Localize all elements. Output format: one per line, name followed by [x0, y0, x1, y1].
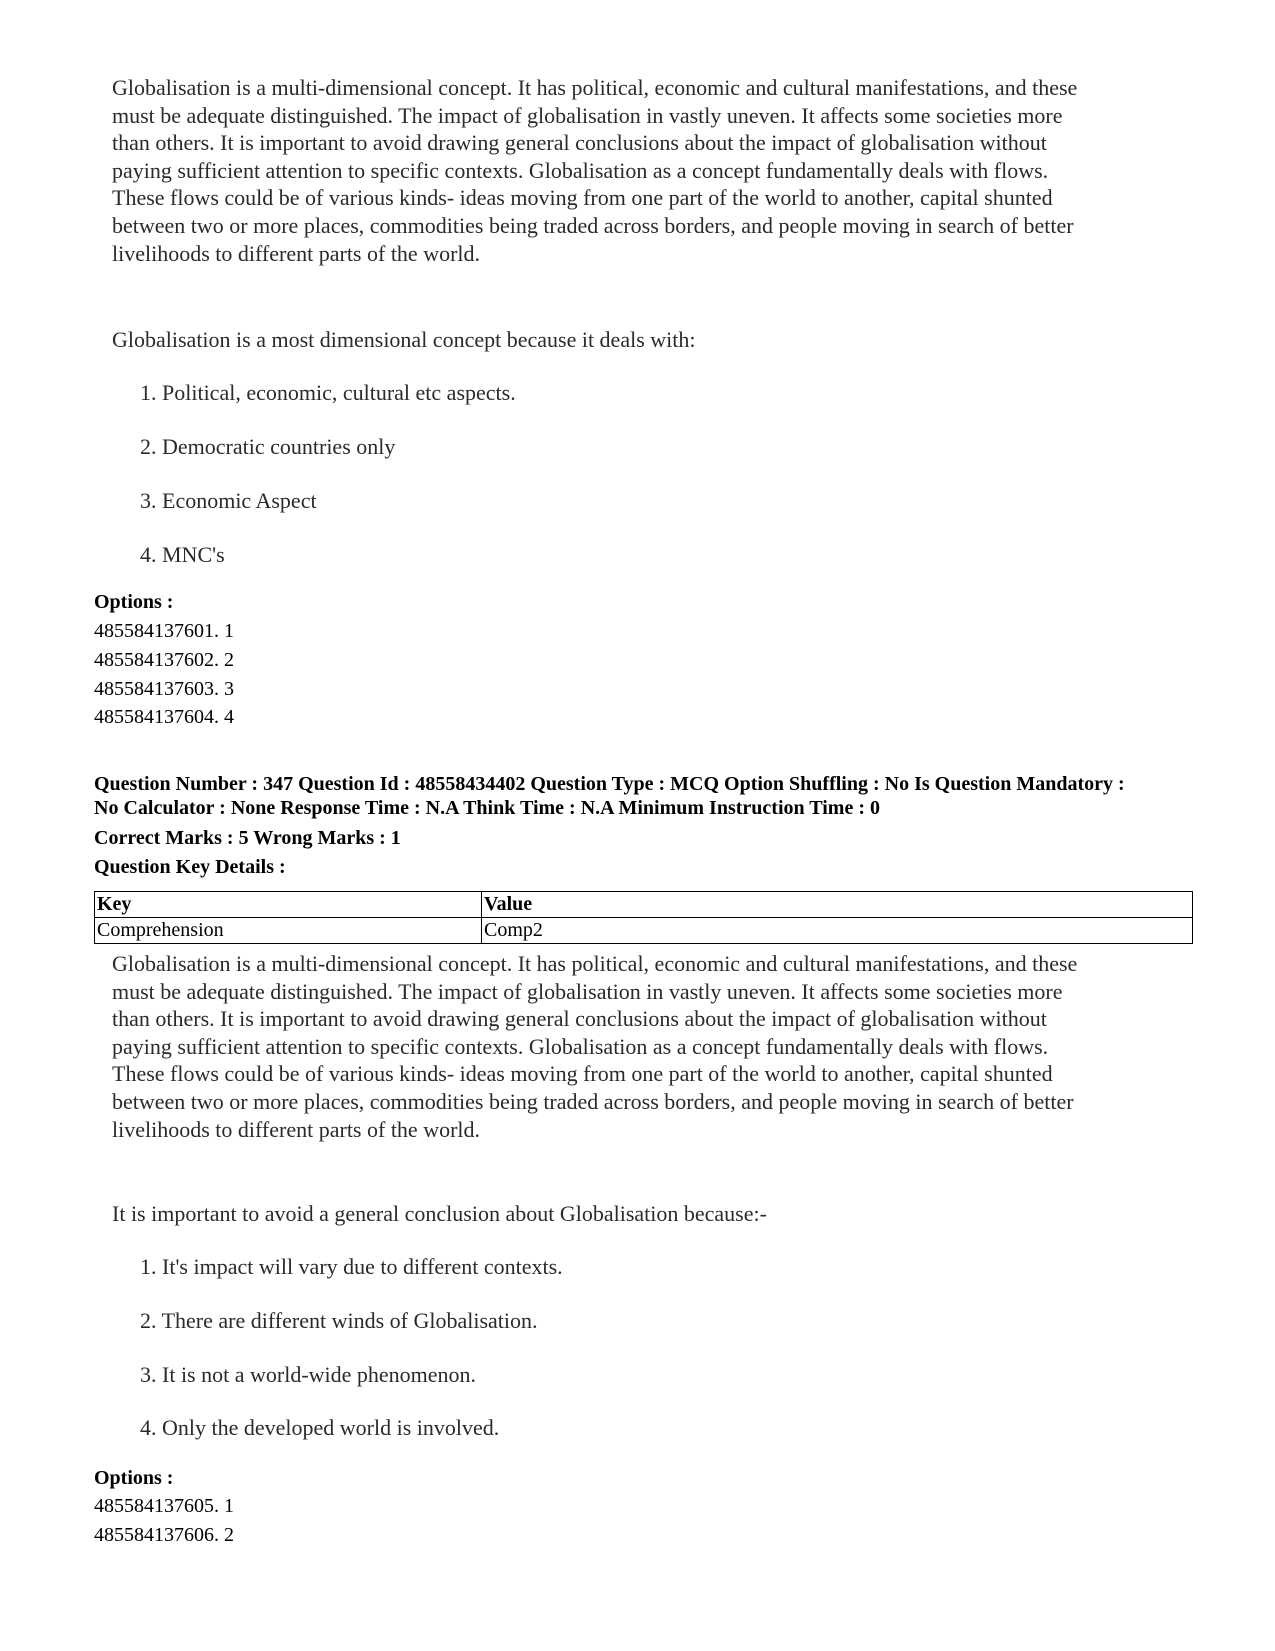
passage-line: Globalisation is a multi-dimensional concept. It has political, economic and cultural manifestations, and these [112, 75, 1078, 100]
passage-line: must be adequate distinguished. The impact of globalisation in vastly uneven. It affects some societies more [112, 102, 1063, 128]
passage-line: than others. It is important to avoid drawing general conclusions about the impact of globalisation without [112, 1006, 1047, 1032]
table-cell-key: Comprehension [95, 918, 482, 944]
option-id: 485584137603. 3 [94, 678, 234, 700]
question-stem: Globalisation is a most dimensional concept because it deals with: [112, 327, 696, 352]
answer-choice: 1. It's impact will vary due to different contexts. [140, 1254, 563, 1279]
answer-choice: 4. Only the developed world is involved. [140, 1415, 500, 1440]
options-label: Options : [94, 591, 174, 613]
passage-line: paying sufficient attention to specific contexts. Globalisation as a concept fundamentally deals with flows. [112, 157, 1049, 183]
key-details-label: Question Key Details : [94, 856, 286, 878]
question-stem: It is important to avoid a general conclusion about Globalisation because:- [112, 1201, 767, 1226]
passage-line: These flows could be of various kinds- ideas moving from one part of the world to another, capital shunted [112, 185, 1053, 211]
comprehension-passage-2 [112, 950, 1172, 1143]
passage-line: livelihoods to different parts of the world. [112, 240, 481, 266]
question-header: No Calculator : None Response Time : N.A Think Time : N.A Minimum Instruction Time : 0 [94, 797, 880, 819]
table-cell-value: Comp2 [482, 918, 1193, 944]
table-header-row [95, 892, 1193, 918]
answer-choice: 3. It is not a world-wide phenomenon. [140, 1362, 477, 1387]
answer-choice: 3. Economic Aspect [140, 488, 317, 513]
key-details-table [94, 891, 1193, 944]
passage-line: These flows could be of various kinds- ideas moving from one part of the world to another, capital shunted [112, 1061, 1053, 1087]
option-id: 485584137605. 1 [94, 1495, 234, 1517]
passage-line: between two or more places, commodities being traded across borders, and people moving in search of better [112, 212, 1074, 238]
table-header-key: Key [95, 892, 482, 918]
option-id: 485584137601. 1 [94, 620, 234, 642]
option-id: 485584137602. 2 [94, 649, 234, 671]
option-id: 485584137604. 4 [94, 706, 234, 728]
answer-choice: 2. There are different winds of Globalisation. [140, 1308, 538, 1333]
answer-choice: 1. Political, economic, cultural etc aspects. [140, 380, 516, 405]
question-header: Question Number : 347 Question Id : 48558434402 Question Type : MCQ Option Shuffling : No Is Question Mandatory : [94, 773, 1125, 795]
passage-line: must be adequate distinguished. The impact of globalisation in vastly uneven. It affects some societies more [112, 978, 1063, 1004]
answer-choice: 4. MNC's [140, 542, 225, 567]
table-header-value: Value [482, 892, 1193, 918]
passage-line: livelihoods to different parts of the world. [112, 1116, 481, 1142]
passage-line: Globalisation is a multi-dimensional concept. It has political, economic and cultural manifestations, and these [112, 951, 1078, 976]
passage-line: than others. It is important to avoid drawing general conclusions about the impact of globalisation without [112, 130, 1047, 156]
passage-line: paying sufficient attention to specific contexts. Globalisation as a concept fundamentally deals with flows. [112, 1033, 1049, 1059]
table-row [95, 918, 1193, 944]
answer-choice: 2. Democratic countries only [140, 434, 396, 459]
marks-line: Correct Marks : 5 Wrong Marks : 1 [94, 827, 401, 849]
options-label: Options : [94, 1467, 174, 1489]
passage-line: between two or more places, commodities being traded across borders, and people moving in search of better [112, 1088, 1074, 1114]
option-id: 485584137606. 2 [94, 1524, 234, 1546]
comprehension-passage-1 [112, 74, 1172, 267]
